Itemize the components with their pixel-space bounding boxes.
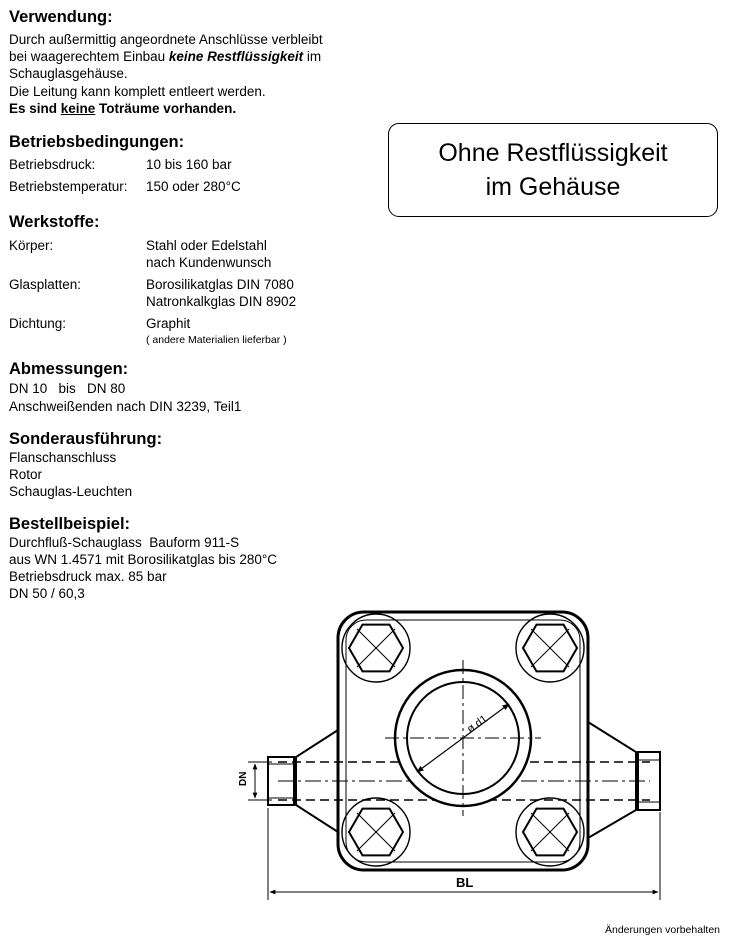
order-line-1: Durchfluß-Schauglass Bauform 911-S — [9, 535, 240, 550]
callout-line-2: im Gehäuse — [485, 173, 621, 201]
pressure-label: Betriebsdruck: — [9, 157, 96, 172]
body-material-label: Körper: — [9, 238, 54, 253]
verwendung-line-3: Schauglasgehäuse. — [9, 66, 128, 81]
order-line-4: DN 50 / 60,3 — [9, 586, 85, 601]
seal-value: Graphit — [146, 316, 191, 331]
callout-line-1: Ohne Restflüssigkeit — [438, 139, 668, 167]
order-line-3: Betriebsdruck max. 85 bar — [9, 569, 167, 584]
glass-plates-value-2: Natronkalkglas DIN 8902 — [146, 294, 297, 309]
section-heading-verwendung: Verwendung: — [9, 8, 113, 26]
bl-label: BL — [456, 875, 474, 890]
verwendung-line-5-end: Toträume vorhanden. — [95, 101, 237, 116]
bolt-bottom-right — [516, 798, 584, 866]
temperature-label: Betriebstemperatur: — [9, 179, 128, 194]
bolt-bottom-left — [342, 798, 410, 866]
order-line-2: aus WN 1.4571 mit Borosilikatglas bis 280°C — [9, 552, 278, 567]
body-material-value-1: Stahl oder Edelstahl — [146, 238, 267, 253]
special-item-flange: Flanschanschluss — [9, 450, 117, 465]
dn-label: DN — [238, 771, 249, 786]
bolt-top-left — [342, 614, 410, 682]
footer-note: Änderungen vorbehalten — [604, 924, 720, 936]
glass-plates-value-1: Borosilikatglas DIN 7080 — [146, 277, 294, 292]
seal-note: ( andere Materialien lieferbar ) — [146, 334, 287, 346]
verwendung-line-5-start: Es sind — [9, 101, 61, 116]
section-heading-werkstoffe: Werkstoffe: — [9, 213, 100, 231]
bolt-top-right — [516, 614, 584, 682]
special-item-lights: Schauglas-Leuchten — [9, 484, 133, 499]
diameter-label: ø d1 — [464, 713, 490, 736]
section-heading-betriebsbedingungen: Betriebsbedingungen: — [9, 133, 185, 151]
verwendung-line-2-start: bei waagerechtem Einbau — [9, 49, 169, 64]
temperature-value: 150 oder 280°C — [146, 179, 241, 194]
emphasis-keine: keine — [60, 101, 96, 116]
section-heading-abmessungen: Abmessungen: — [9, 360, 129, 378]
pressure-value: 10 bis 160 bar — [146, 157, 232, 172]
body-material-value-2: nach Kundenwunsch — [146, 255, 272, 270]
emphasis-no-residue: keine Restflüssigkeit — [168, 49, 304, 64]
dimensions-weld-ends: Anschweißenden nach DIN 3239, Teil1 — [9, 399, 242, 414]
section-heading-sonderausfuehrung: Sonderausführung: — [9, 430, 163, 448]
verwendung-line-4: Die Leitung kann komplett entleert werden. — [9, 84, 266, 99]
seal-label: Dichtung: — [9, 316, 67, 331]
section-heading-bestellbeispiel: Bestellbeispiel: — [9, 515, 131, 533]
glass-plates-label: Glasplatten: — [9, 277, 82, 292]
right-connection-pipe — [588, 722, 660, 838]
dimensions-range: DN 10 bis DN 80 — [9, 381, 126, 396]
verwendung-line-2-end: im — [303, 49, 322, 64]
special-item-rotor: Rotor — [9, 467, 43, 482]
verwendung-line-1: Durch außermittig angeordnete Anschlüsse verbleibt — [9, 32, 323, 47]
